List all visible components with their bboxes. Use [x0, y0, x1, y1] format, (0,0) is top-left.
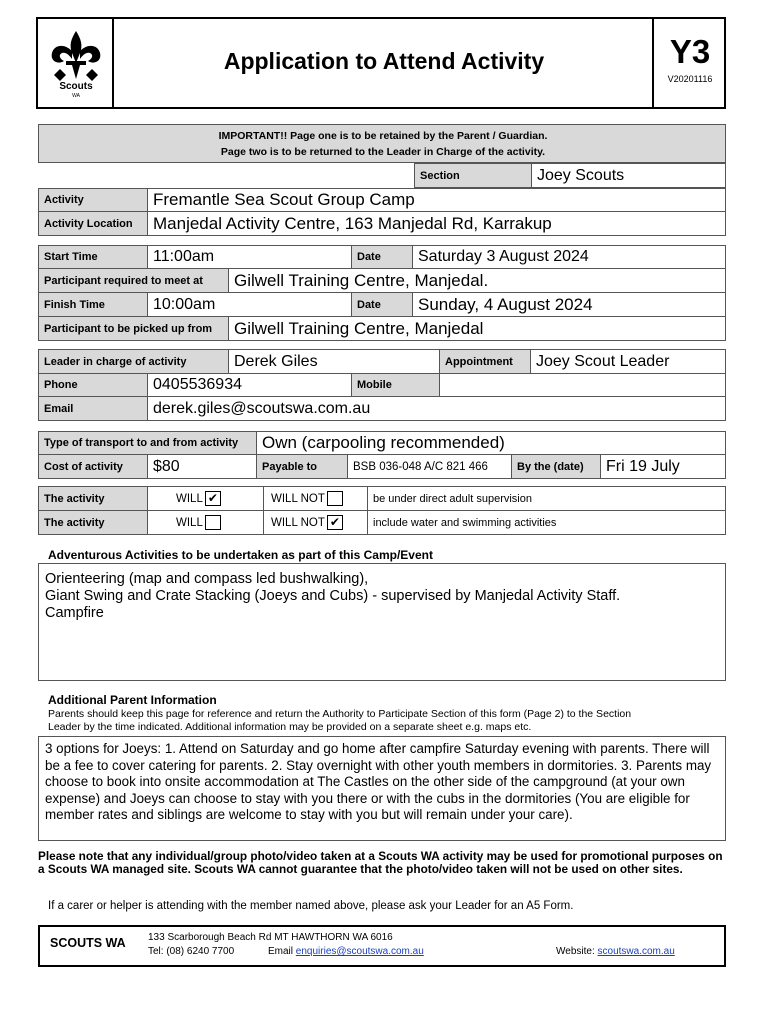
will-label: WILL	[176, 492, 203, 505]
email-label: Email	[38, 396, 148, 421]
additional-subtext-1: Parents should keep this page for reference and return the Authority to Participate Section of this form (Page 2) to the Section	[48, 708, 632, 720]
start-time-value[interactable]: 11:00am	[147, 245, 352, 269]
page-title: Application to Attend Activity	[223, 48, 545, 74]
carer-note: If a carer or helper is attending with the member named above, please ask your Leader for an A5 Form.	[48, 900, 574, 912]
footer-address: 133 Scarborough Beach Rd MT HAWTHORN WA 6016	[148, 932, 393, 943]
transport-label: Type of transport to and from activity	[38, 431, 257, 455]
activity-label: Activity	[38, 188, 148, 212]
water-will-not-checkbox[interactable]: ✔	[327, 515, 343, 530]
footer-website-line	[556, 946, 675, 957]
finish-date-label: Date	[351, 292, 413, 317]
footer-org: SCOUTS WA	[50, 936, 126, 950]
logo-box	[38, 19, 114, 107]
payable-label: Payable to	[256, 454, 348, 479]
form-version: V20201116	[667, 74, 713, 84]
adventurous-heading: Adventurous Activities to be undertaken as part of this Camp/Event	[48, 548, 433, 562]
activity-value[interactable]: Fremantle Sea Scout Group Camp	[147, 188, 726, 212]
appointment-value[interactable]: Joey Scout Leader	[530, 349, 726, 374]
supervision-label: The activity	[38, 486, 148, 511]
appointment-label: Appointment	[439, 349, 531, 374]
additional-subtext-2: Leader by the time indicated. Additional information may be provided on a separate sheet e.g. maps etc.	[48, 721, 532, 733]
section-label: Section	[414, 163, 532, 188]
finish-time-value[interactable]: 10:00am	[147, 292, 352, 317]
leader-value[interactable]: Derek Giles	[228, 349, 440, 374]
additional-body: 3 options for Joeys: 1. Attend on Saturday and go home after campfire Saturday evening with parents. There will be a fee to cover catering for parents. 2. Stay overnight with other youth members in dormitories. 3. Parents may choose to book into onsite accommodation at The Castles on the other side of the campground (at your own expense) and Joeys can choose to stay with you there or with the cubs in the dormitories (You are eligible for member rates and siblings are welcome to stay with you but will remain under your care).	[45, 741, 712, 822]
start-date-value[interactable]: Saturday 3 August 2024	[412, 245, 726, 269]
adventurous-line-2: Giant Swing and Crate Stacking (Joeys and Cubs) - supervised by Manjedal Activity Staff.	[45, 588, 621, 604]
footer-email-line	[268, 946, 424, 957]
phone-value[interactable]: 0405536934	[147, 373, 352, 397]
cost-label: Cost of activity	[38, 454, 148, 479]
footer-email-label: Email	[268, 946, 294, 957]
supervision-text: be under direct adult supervision	[367, 486, 726, 511]
water-text: include water and swimming activities	[367, 510, 726, 535]
footer-tel: Tel: (08) 6240 7700	[148, 946, 235, 957]
photo-notice: Please note that any individual/group photo/video taken at a Scouts WA activity may be used for promotional purposes on a Scouts WA managed site. Scouts WA cannot guarantee that the photo/video taken will not be used on other sites.	[38, 849, 723, 876]
by-date-value[interactable]: Fri 19 July	[600, 454, 726, 479]
important-line-1: IMPORTANT!! Page one is to be retained by the Parent / Guardian.	[218, 130, 548, 142]
water-will-checkbox[interactable]	[205, 515, 221, 530]
mobile-label: Mobile	[351, 373, 440, 397]
meet-value[interactable]: Gilwell Training Centre, Manjedal.	[228, 268, 726, 293]
form-code-box	[652, 19, 724, 107]
logo-subtext: WA	[72, 93, 80, 99]
start-date-label: Date	[351, 245, 413, 269]
payable-value[interactable]: BSB 036-048 A/C 821 466	[347, 454, 512, 479]
footer-email-link[interactable]: enquiries@scoutswa.com.au	[295, 946, 424, 957]
by-date-label: By the (date)	[511, 454, 601, 479]
water-will-not	[263, 510, 368, 535]
important-line-2: Page two is to be returned to the Leader in Charge of the activity.	[220, 146, 546, 158]
water-will	[147, 510, 264, 535]
adventurous-line-1: Orienteering (map and compass led bushwalking),	[45, 571, 369, 587]
important-banner	[38, 124, 726, 163]
transport-value[interactable]: Own (carpooling recommended)	[256, 431, 726, 455]
leader-label: Leader in charge of activity	[38, 349, 229, 374]
supervision-will-checkbox[interactable]: ✔	[205, 491, 221, 506]
footer-box	[38, 925, 726, 967]
email-value[interactable]: derek.giles@scoutswa.com.au	[147, 396, 726, 421]
cost-value[interactable]: $80	[147, 454, 257, 479]
pickup-value[interactable]: Gilwell Training Centre, Manjedal	[228, 316, 726, 341]
additional-heading: Additional Parent Information	[48, 693, 217, 707]
logo-text: Scouts	[59, 81, 93, 92]
form-code: Y3	[669, 33, 711, 70]
adventurous-box[interactable]	[38, 563, 726, 681]
finish-date-value[interactable]: Sunday, 4 August 2024	[412, 292, 726, 317]
meet-label: Participant required to meet at	[38, 268, 229, 293]
phone-label: Phone	[38, 373, 148, 397]
will-label: WILL	[176, 516, 203, 529]
footer-website-label: Website:	[556, 946, 595, 957]
additional-box[interactable]	[38, 736, 726, 841]
adventurous-line-3: Campfire	[45, 605, 104, 621]
activity-location-label: Activity Location	[38, 211, 148, 236]
supervision-will	[147, 486, 264, 511]
will-not-label: WILL NOT	[271, 492, 325, 505]
start-time-label: Start Time	[38, 245, 148, 269]
pickup-label: Participant to be picked up from	[38, 316, 229, 341]
supervision-will-not	[263, 486, 368, 511]
section-value[interactable]: Joey Scouts	[531, 163, 726, 188]
mobile-value[interactable]	[439, 373, 726, 397]
water-label: The activity	[38, 510, 148, 535]
footer-website-link[interactable]: scoutswa.com.au	[597, 946, 675, 957]
finish-time-label: Finish Time	[38, 292, 148, 317]
activity-location-value[interactable]: Manjedal Activity Centre, 163 Manjedal Rd, Karrakup	[147, 211, 726, 236]
will-not-label: WILL NOT	[271, 516, 325, 529]
supervision-will-not-checkbox[interactable]	[327, 491, 343, 506]
